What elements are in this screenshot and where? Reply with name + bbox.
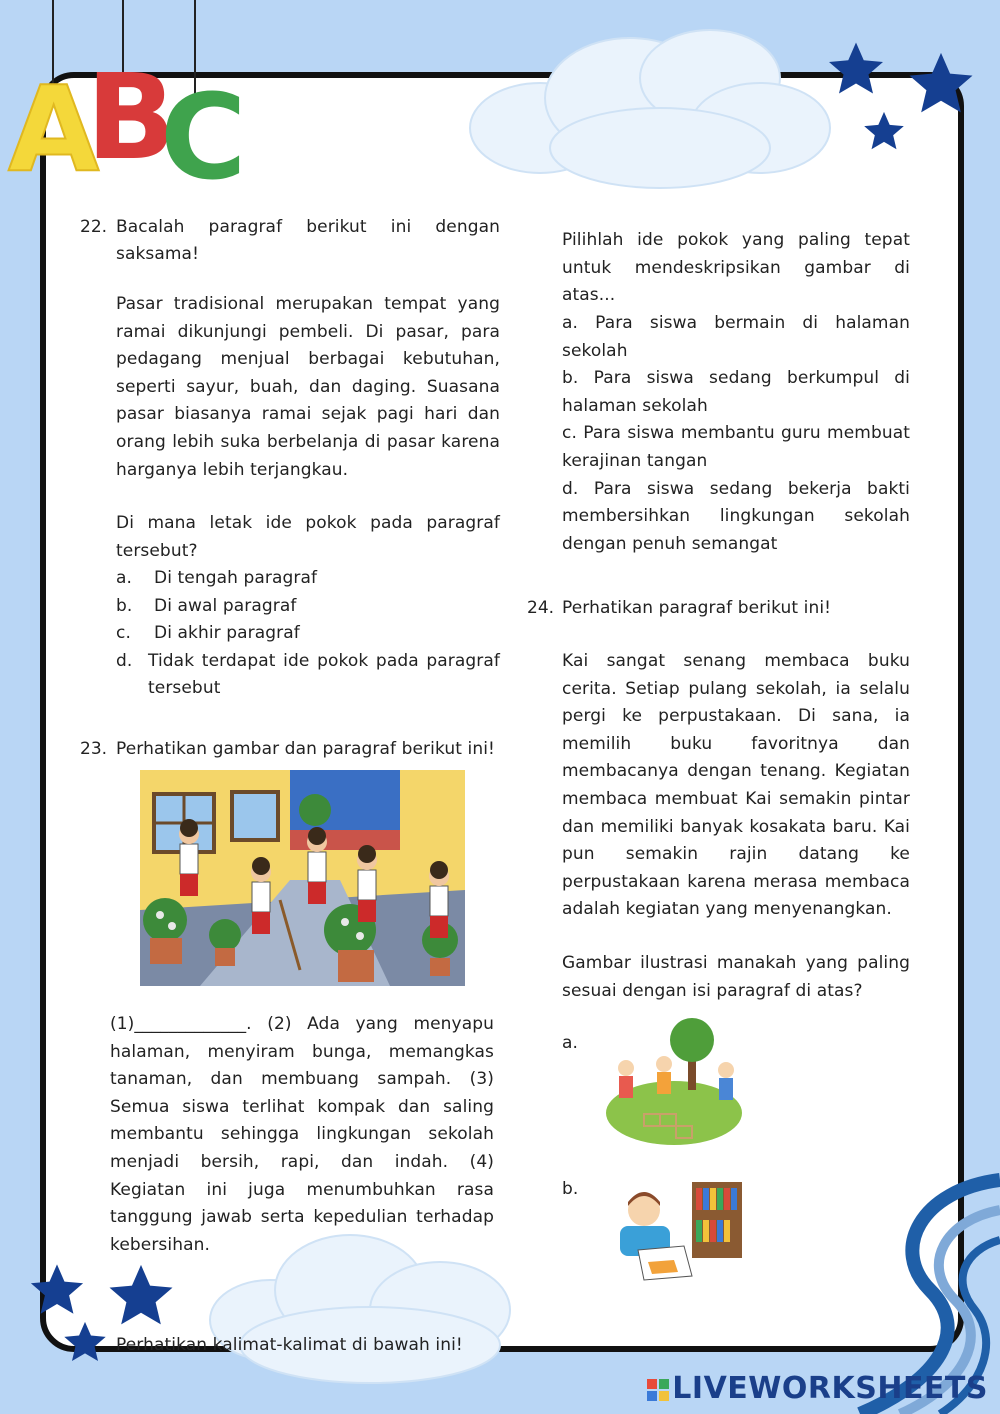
q22-instruction: Bacalah paragraf berikut ini dengan — [116, 217, 500, 237]
option-d[interactable]: d. Para siswa sedang bekerja bakti membersihkan lingkungan sekolah dengan penuh semangat — [562, 478, 910, 554]
option-a[interactable]: a. Para siswa bermain di halaman sekolah — [562, 313, 910, 361]
option-c[interactable]: c. Di akhir paragraf — [116, 623, 300, 644]
q23-question: Pilihlah ide pokok yang paling tepat untuk mendeskripsikan gambar di atas... — [562, 230, 910, 306]
q22-instruction: saksama! — [116, 244, 199, 264]
letter-a-decoration: A — [8, 60, 100, 198]
q24-paragraph: Kai sangat senang membaca buku cerita. Setiap pulang sekolah, ia selalu pergi ke perpustakaan. Di sana, ia memilih buku favoritnya dan membacanya dengan tenang. Kegiatan membaca membuat Kai semakin pintar dan memiliki banyak kosakata baru. Kai pun semakin rajin datang ke perpustakaan karena merasa membaca adalah kegiatan yang menyenangkan. — [562, 651, 910, 920]
cleaning-school-illustration — [140, 770, 465, 986]
star-icon — [862, 110, 906, 154]
star-icon — [106, 1262, 176, 1332]
star-icon — [28, 1262, 86, 1320]
question-number: 22. — [80, 217, 108, 237]
option-a-label[interactable]: a. — [562, 1033, 579, 1053]
q22-paragraph: Pasar tradisional merupakan tempat yang ramai dikunjungi pembeli. Di pasar, para pedagang menjual berbagai kebutuhan, seperti sayur, buah, dan daging. Suasana pasar biasanya ramai sejak pagi hari dan orang lebih suka berbelanja di pasar karena harganya lebih terjangkau. — [116, 294, 500, 480]
letter-b-decoration: B — [86, 48, 176, 186]
boy-reading-illustration[interactable] — [614, 1176, 744, 1286]
q23-options — [562, 310, 910, 558]
cloud-bottom-decoration — [200, 1230, 540, 1390]
option-c[interactable]: c. Para siswa membantu guru membuat kerajinan tangan — [562, 423, 910, 471]
letter-c-decoration: C — [160, 68, 247, 206]
star-icon — [62, 1320, 108, 1366]
liveworksheets-logo-icon — [647, 1379, 669, 1401]
q24-question: Gambar ilustrasi manakah yang paling sesuai dengan isi paragraf di atas? — [562, 953, 910, 1001]
option-b-label[interactable]: b. — [562, 1179, 579, 1199]
option-b[interactable]: b. Di awal paragraf — [116, 595, 297, 616]
kids-playing-illustration[interactable] — [604, 1018, 744, 1148]
option-b[interactable]: b. Para siswa sedang berkumpul di halaman sekolah — [562, 368, 910, 416]
liveworksheets-logo[interactable] — [647, 1371, 988, 1406]
footer-instruction: Perhatikan kalimat-kalimat di bawah ini! — [116, 1335, 463, 1355]
question-number: 23. — [80, 739, 108, 759]
cloud-top-decoration — [460, 18, 840, 198]
q23-instruction: Perhatikan gambar dan paragraf berikut ini! — [116, 739, 495, 759]
q23-paragraph: (1)_____________. (2) Ada yang menyapu halaman, menyiram bunga, memangkas tanaman, dan membuang sampah. (3) Semua siswa terlihat kompak dan saling membantu sehingga lingkungan sekolah menjadi bersih, rapi, dan indah. (4) Kegiatan ini juga menumbuhkan rasa tanggung jawab serta kepedulian terhadap kebersihan. — [110, 1014, 494, 1255]
question-number: 24. — [527, 598, 555, 618]
q22-options — [116, 565, 500, 703]
brand-name: LIVEWORKSHEETS — [672, 1371, 988, 1406]
star-icon — [906, 50, 976, 120]
option-d[interactable]: d. Tidak terdapat ide pokok pada paragraf tersebut — [116, 650, 500, 699]
option-a[interactable]: a. Di tengah paragraf — [116, 568, 318, 588]
q24-instruction: Perhatikan paragraf berikut ini! — [562, 598, 832, 618]
star-icon — [826, 40, 886, 100]
q22-question: Di mana letak ide pokok pada paragraf tersebut? — [116, 513, 500, 561]
